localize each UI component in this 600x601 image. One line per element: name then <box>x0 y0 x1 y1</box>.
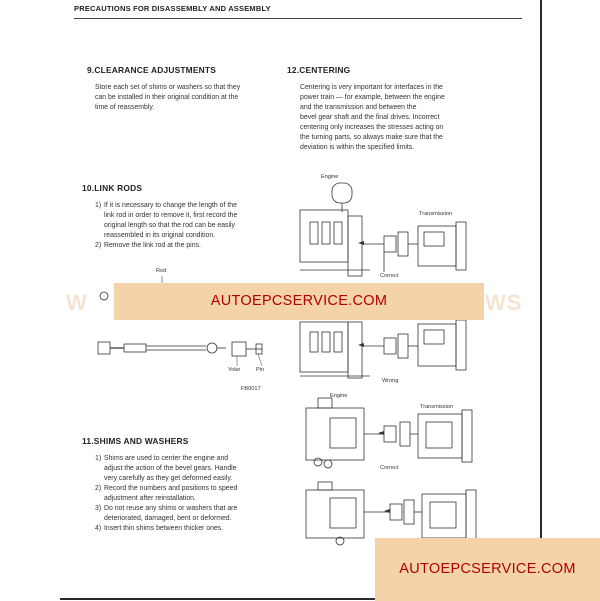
text-line: centering only increases the stresses acting on <box>300 124 444 131</box>
watermark-faint-right: WS <box>485 290 523 315</box>
label-pin: Pin <box>256 367 265 373</box>
label-wrong: Wrong <box>382 378 399 384</box>
page-header: PRECAUTIONS FOR DISASSEMBLY AND ASSEMBLY <box>74 4 271 13</box>
list-item: 3) Do not reuse any shims or washers that are deteriorated, damaged, bent or deformed. <box>95 505 238 522</box>
list-item: 2) Record the numbers and positions to speed adjustment after reinstallation. <box>95 485 238 502</box>
section-title-shims: 11.SHIMS AND WASHERS <box>82 436 189 446</box>
label-correct-top: Correct <box>380 273 399 279</box>
label-engine-top: Engine <box>321 174 339 180</box>
label-transmission-top: Transmission <box>419 211 453 217</box>
text-line: and the transmission and between the <box>300 104 417 111</box>
watermark-faint-left: W <box>66 290 88 315</box>
text-line: Centering is very important for interfaces in the <box>300 84 443 91</box>
list-item: 2) Remove the link rod at the pins. <box>95 242 201 249</box>
watermark-banner-2-text: AUTOEPCSERVICE.COM <box>399 561 576 577</box>
text-line: bevel gear shaft and the final drives. Incorrect <box>300 114 440 121</box>
list-item: 1) Shims are used to center the engine and adjust the action of the bevel gears. Handle very carefully as they get deformed easily. <box>95 455 237 482</box>
list-item: 4) Insert thin shims between thicker ones. <box>95 525 224 532</box>
text-line: power train — for example, between the engine <box>300 94 445 101</box>
text-line: can be installed in their original condition at the <box>95 94 239 101</box>
section-title-clearance: 9.CLEARANCE ADJUSTMENTS <box>87 65 216 75</box>
label-engine-bottom: Engine <box>330 393 348 399</box>
label-correct-bottom: Correct <box>380 465 399 471</box>
section-title-centering: 12.CENTERING <box>287 65 351 75</box>
text-line: Store each set of shims or washers so that they <box>95 84 241 91</box>
list-item: 1) If it is necessary to change the length of the link rod in order to remove it, first record the original length so that the rod can be easily reassembled in its original condition. <box>95 202 238 239</box>
figure-code: FB0017 <box>241 386 261 392</box>
text-line: deviation is within the specified limits. <box>300 144 415 151</box>
text-line: the turning parts, so always make sure that the <box>300 134 443 141</box>
label-yoke: Yoke <box>228 367 241 373</box>
watermark-banner-text: AUTOEPCSERVICE.COM <box>210 293 388 309</box>
label-transmission-bottom: Transmission <box>420 404 454 410</box>
text-line: time of reassembly. <box>95 104 155 111</box>
section-title-link-rods: 10.LINK RODS <box>82 183 143 193</box>
label-rod: Rod <box>156 268 167 274</box>
